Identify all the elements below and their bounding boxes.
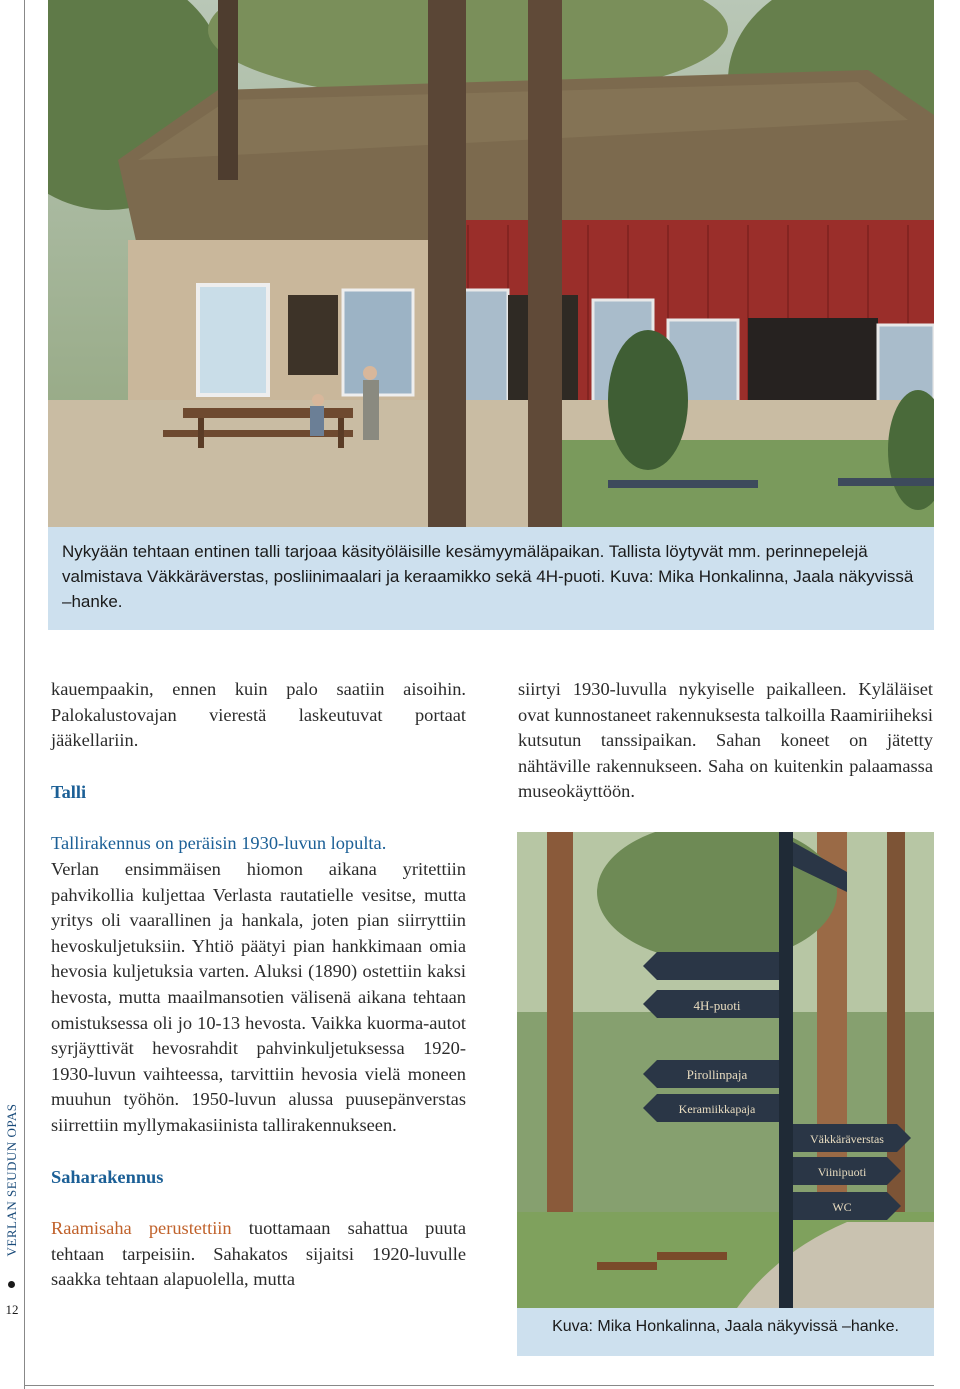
right-text-column [518, 677, 933, 805]
left-text-column [51, 677, 466, 1293]
signpost-photo [517, 832, 934, 1308]
saha-paragraph [51, 1216, 466, 1293]
sign-label-1: 4H-puoti [693, 998, 741, 1013]
top-photo-caption: Nykyään tehtaan entinen talli tarjoaa käsityöläisille kesämyymäläpaikan. Tallista löytyvät mm. perinnepelejä valmistava Väkkäräverstas, posliinimaalari ja keraamikko sekä 4H-puoti. Kuva: Mika Honkalinna, Jaala näkyvissä –hanke. [48, 527, 934, 630]
sign-label-3: Keramiikkapaja [678, 1102, 756, 1116]
sign-label-2: Pirollinpaja [686, 1067, 748, 1082]
top-photo [48, 0, 934, 527]
page-frame-bottom [24, 1385, 934, 1386]
sign-label-6: WC [832, 1200, 852, 1214]
saha-body: tuottamaan sahattua puuta tehtaan tarpeisiin. Sahakatos sijaitsi 1920-luvulle saakka tehtaan alapuolella, mutta [51, 1218, 466, 1290]
talli-lead: Tallirakennus on peräisin 1930-luvun lopulta. [51, 833, 387, 854]
talli-body: Verlan ensimmäisen hiomon aikana yritettiin pahvikollia kuljettaa Verlasta rautatielle vesitse, mutta yritys oli vaarallinen ja hankala, joten pian siirryttiin hevoskuljetuksiin. Yhtiö päätyi pian hankkimaan omia hevosia kuljetuksia varten. Aluksi (1890) ostettiin kaksi hevosta, mutta maailmansotien välisenä aikana tehtaan omistuksessa oli jo 10-13 hevosta. Vaikka kuorma-autot syrjäyttivät hevosrahdit pahvinkuljetuksessa 1920-1930-luvun vaihteessa, tarvittiin hevosia vielä moneen muuhun työhön. 1950-luvun alussa puusepänverstas siirrettiin myllymakasiinista tallirakennukseen. [51, 858, 466, 1135]
saha-lead: Raamisaha perustettiin [51, 1218, 232, 1239]
publication-title: VERLAN SEUDUN OPAS [4, 1103, 19, 1257]
section-heading-talli: Talli [51, 781, 87, 802]
stable-building-illustration [48, 0, 934, 527]
section-heading-saharakennus: Saharakennus [51, 1166, 164, 1187]
signpost-photo-caption: Kuva: Mika Honkalinna, Jaala näkyvissä –hanke. [517, 1308, 934, 1356]
page-frame-left [24, 0, 25, 1389]
page-marker-dot [8, 1281, 15, 1288]
talli-paragraph [51, 831, 466, 1138]
page-number: 12 [5, 1302, 19, 1317]
right-paragraph: siirtyi 1930-luvulla nykyiselle paikalleen. Kyläläiset ovat kunnostaneet rakennuksesta talkoilla Raamiriiheksi kutsutun tanssipaikan. Sahan koneet on jätetty nähtäville rakennukseen. Saha on kuitenkin palaamassa museokäyttöön. [518, 679, 933, 802]
publication-title-vertical [0, 1095, 24, 1265]
sign-label-4: Väkkäräverstas [810, 1132, 884, 1146]
signpost-illustration [517, 832, 934, 1308]
sign-label-5: Viinipuoti [817, 1165, 867, 1179]
intro-paragraph: kauempaakin, ennen kuin palo saatiin aisoihin. Palokalustovajan vierestä laskeutuvat portaat jääkellariin. [51, 679, 466, 751]
